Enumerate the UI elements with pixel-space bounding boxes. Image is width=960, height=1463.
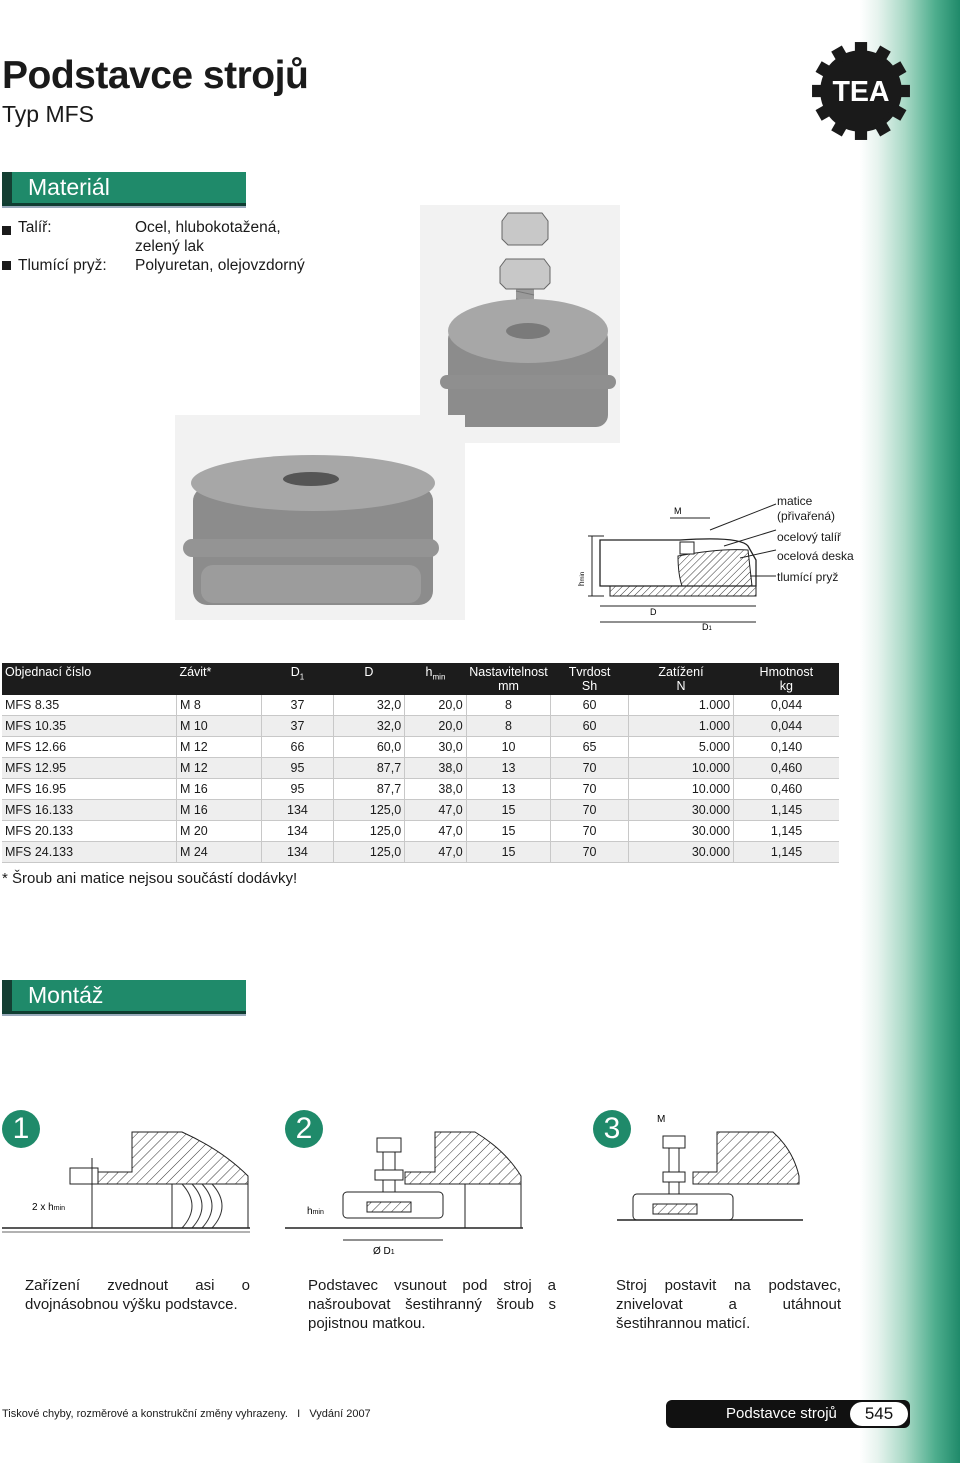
svg-text:2 x hmin (32, 1202, 65, 1213)
legend-label: ocelová deska (777, 549, 854, 563)
bullet-square-icon (2, 261, 11, 270)
material-label: Tlumící pryž: (18, 257, 107, 274)
spec-table (2, 663, 839, 863)
product-photo-with-bolt (420, 205, 620, 443)
material-heading: Materiál (28, 174, 110, 200)
material-label: Talíř: (18, 219, 52, 236)
assembly-step-3 (593, 1110, 893, 1260)
dim-m-label: M (674, 506, 682, 516)
page-subtitle: Typ MFS (2, 101, 95, 127)
logo-text: TEA (832, 76, 890, 109)
dim-sub: min (53, 1205, 65, 1212)
footer-section-name: Podstavce strojů (726, 1405, 837, 1422)
dim-sub: min (312, 1209, 324, 1216)
dim-d-label: D (650, 607, 657, 617)
table-row: MFS 20.133 M 20 134 125,0 47,0 15 70 30.000 1,145 (2, 821, 839, 842)
material-value: zelený lak (135, 238, 204, 255)
dim-hmin-sub: min (580, 571, 586, 582)
assembly-step-2 (285, 1110, 585, 1260)
col-header: Hmotnost kg (734, 663, 839, 695)
table-header-row (2, 663, 839, 695)
product-photo-bare (175, 415, 465, 620)
legend-label: tlumící pryž (777, 570, 839, 584)
table-row: MFS 12.66 M 12 66 60,0 30,0 10 65 5.000 0,140 (2, 737, 839, 758)
tea-gear-logo-icon (810, 40, 912, 142)
dim-d1-sub: 1 (708, 626, 712, 630)
legend-label: matice (777, 494, 813, 508)
table-row: MFS 16.133 M 16 134 125,0 47,0 15 70 30.000 1,145 (2, 800, 839, 821)
col-header: D (333, 663, 405, 695)
footer-disclaimer: Tiskové chyby, rozměrové a konstrukční změny vyhrazeny. I Vydání 2007 (2, 1408, 371, 1420)
step-number-badge: 1 (2, 1110, 40, 1148)
table-row: MFS 8.35 M 8 37 32,0 20,0 8 60 1.000 0,044 (2, 695, 839, 716)
dim-d1-label: D (702, 622, 709, 630)
step-number-badge: 3 (593, 1110, 631, 1148)
svg-text:hmin (307, 1206, 324, 1217)
material-value: Polyuretan, olejovzdorný (135, 257, 305, 274)
svg-text:hmin (577, 572, 586, 586)
dim-label: Ø D (373, 1246, 391, 1257)
col-header: $h_{min}$ (405, 663, 467, 695)
material-heading-bar (2, 172, 246, 206)
step-2-text: Podstavec vsunout pod stroj a našroubovat šestihranný šroub s pojistnou matkou. (308, 1277, 556, 1332)
col-header: Objednací číslo (2, 663, 176, 695)
table-row: MFS 24.133 M 24 134 125,0 47,0 15 70 30.000 1,145 (2, 842, 839, 863)
dim-label: M (657, 1114, 666, 1125)
step-3-illustration (593, 1110, 853, 1260)
col-header: Zatížení N (628, 663, 733, 695)
dim-sub: 1 (390, 1249, 395, 1256)
page-title: Podstavce strojů (2, 54, 309, 97)
bullet-square-icon (2, 226, 11, 235)
step-3-text: Stroj postavit na podstavec, znivelovat a utáhnout šestihrannou maticí. (616, 1277, 841, 1332)
page-number: 545 (850, 1402, 908, 1426)
table-row: MFS 12.95 M 12 95 87,7 38,0 13 70 10.000 0,460 (2, 758, 839, 779)
col-header: $D_1$ (262, 663, 333, 695)
col-header: Nastavitelnost mm (466, 663, 551, 695)
assembly-step-1 (2, 1110, 302, 1260)
step-1-text: Zařízení zvednout asi o dvojnásobnou výšku podstavce. (25, 1277, 250, 1313)
table-footnote: * Šroub ani matice nejsou součástí dodávky! (2, 870, 298, 887)
step-number-badge: 2 (285, 1110, 323, 1148)
diagram-legend (777, 494, 854, 587)
legend-label: (přivařená) (777, 509, 836, 523)
footer-page-badge (666, 1400, 910, 1428)
legend-label: ocelový talíř (777, 530, 842, 544)
step-2-illustration (285, 1110, 545, 1260)
material-value: Ocel, hlubokotažená, (135, 219, 281, 236)
dim-label: h (307, 1206, 313, 1217)
step-1-illustration (2, 1110, 262, 1260)
assembly-heading: Montáž (28, 982, 104, 1008)
svg-text:D1 (702, 622, 713, 630)
svg-text:Ø D1 (373, 1246, 395, 1257)
dim-label: 2 x h (32, 1202, 54, 1213)
dim-hmin-label: h (577, 581, 586, 586)
table-row: MFS 10.35 M 10 37 32,0 20,0 8 60 1.000 0,044 (2, 716, 839, 737)
col-header: Závit* (176, 663, 261, 695)
assembly-heading-bar (2, 980, 246, 1014)
col-header: Tvrdost Sh (551, 663, 629, 695)
table-row: MFS 16.95 M 16 95 87,7 38,0 13 70 10.000 0,460 (2, 779, 839, 800)
